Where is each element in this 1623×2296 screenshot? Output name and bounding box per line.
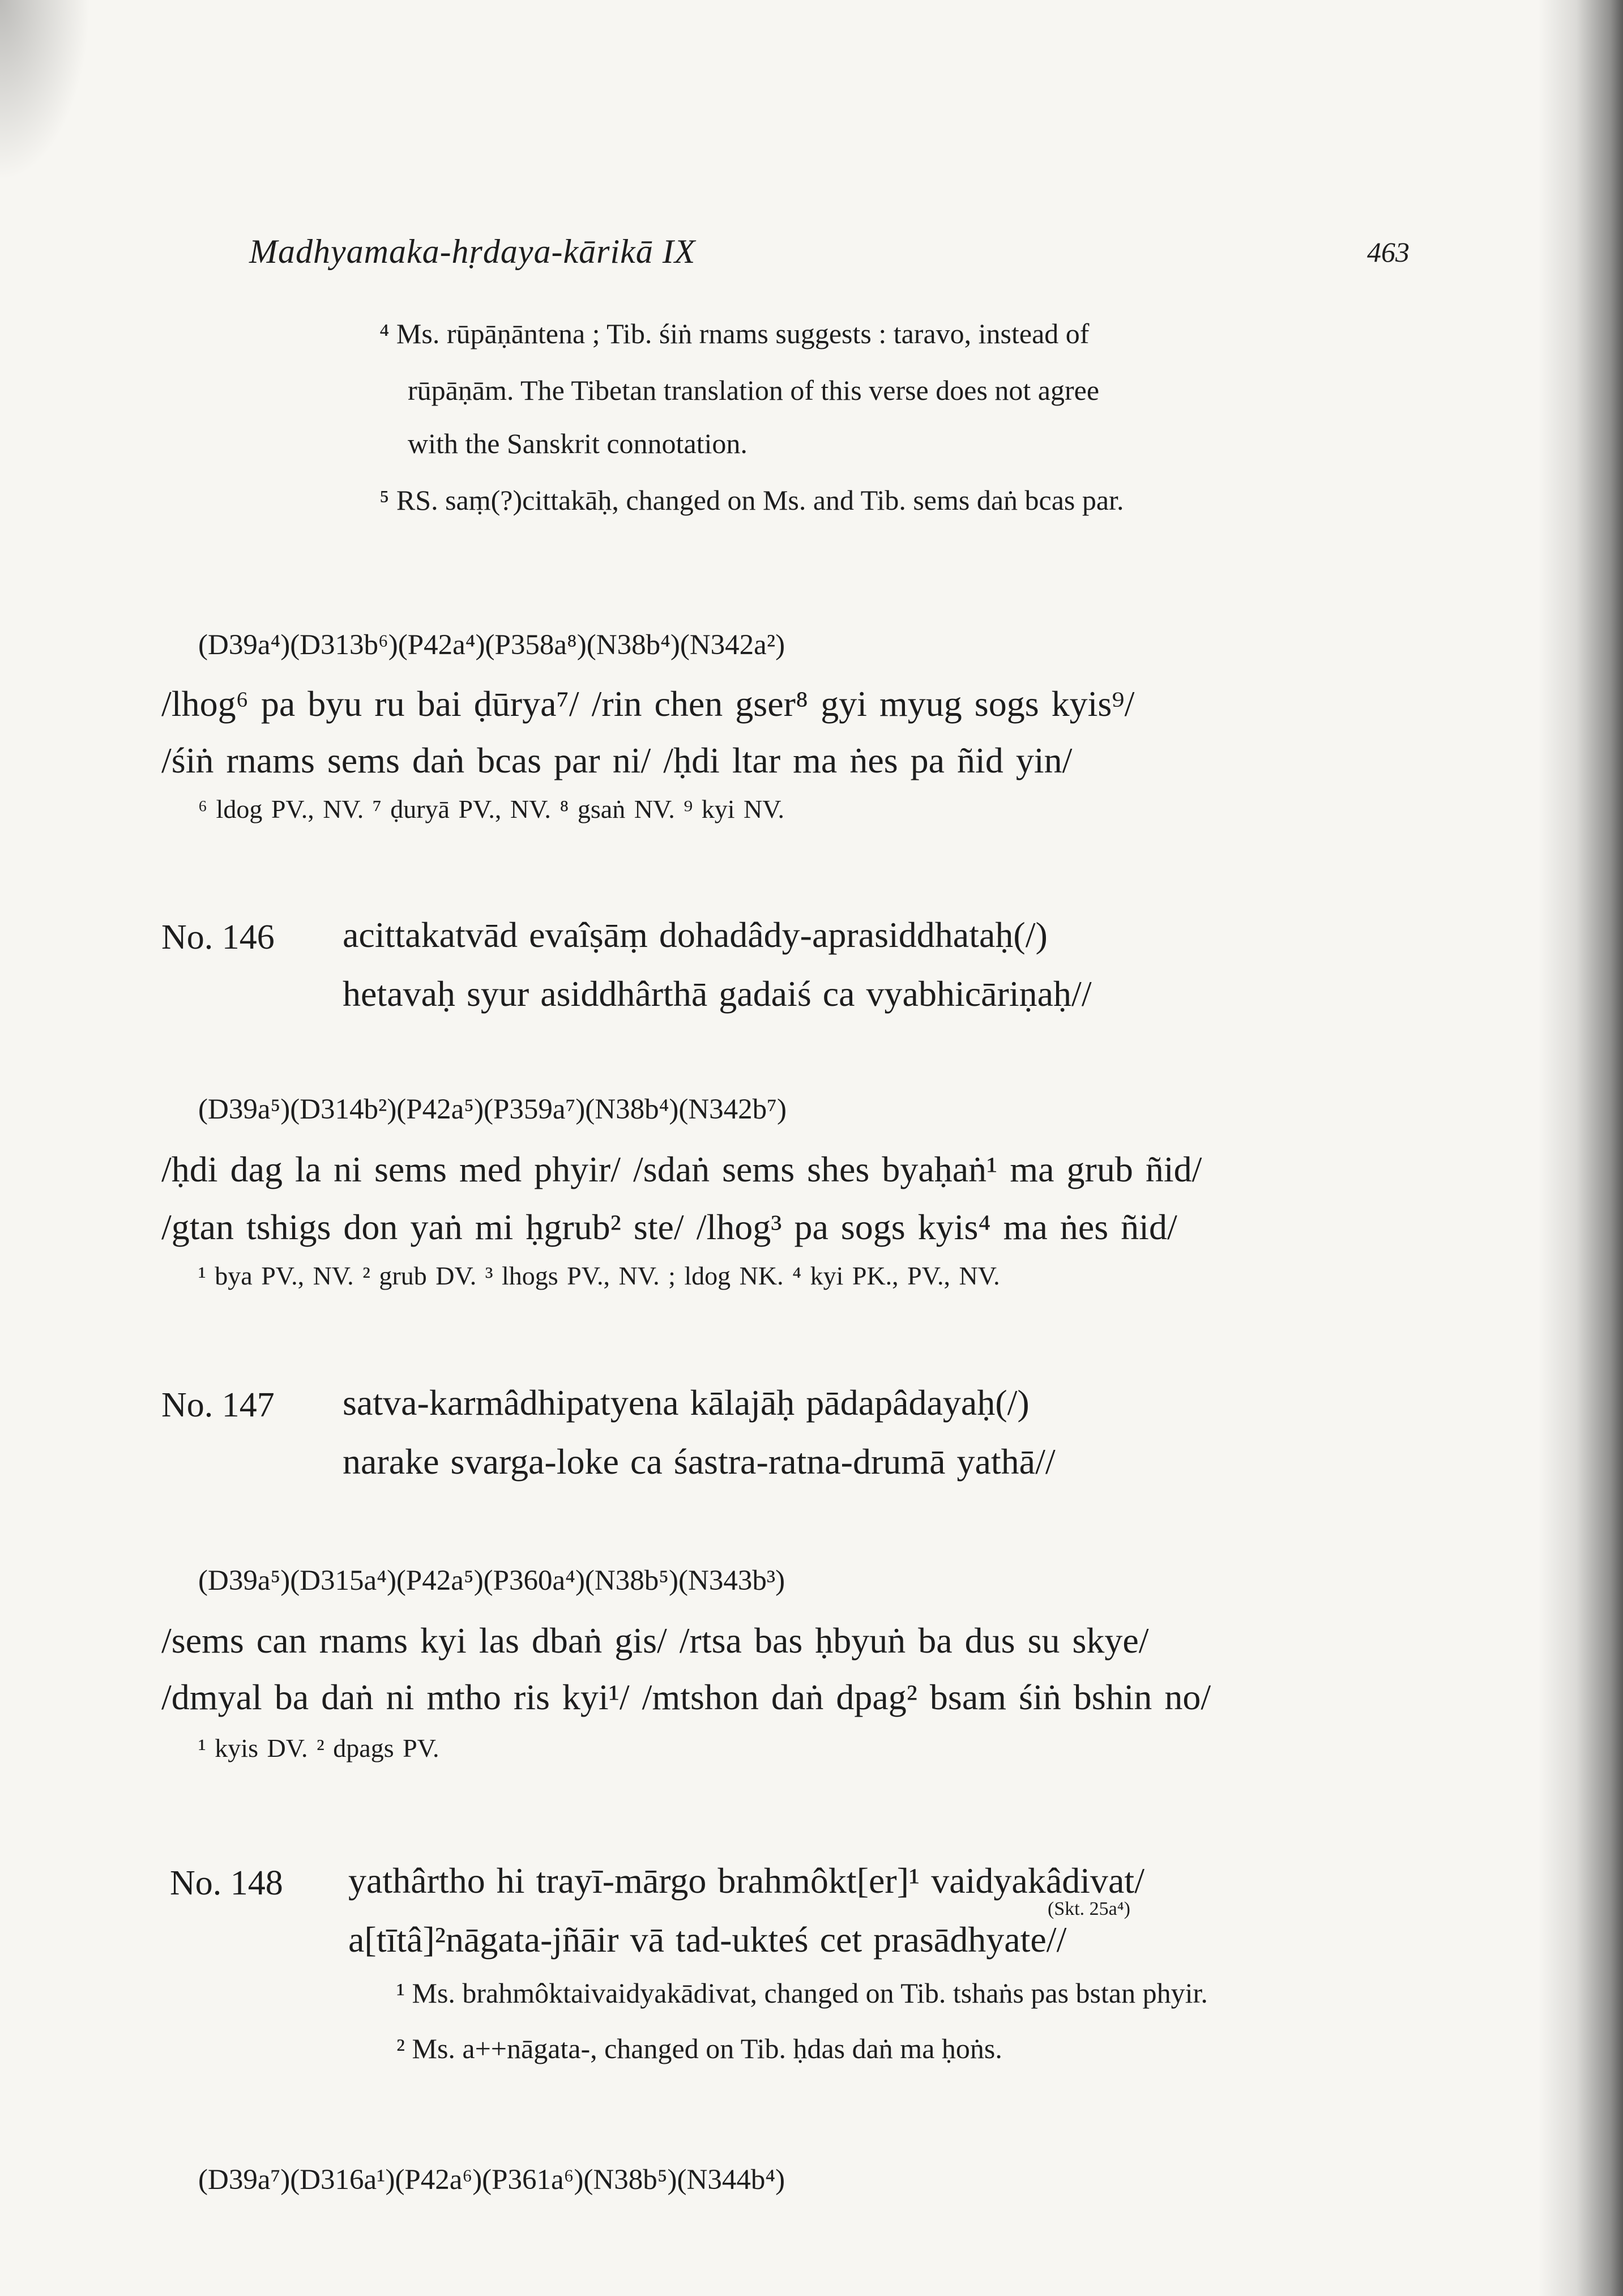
variant-notes: ¹ bya PV., NV. ² grub DV. ³ lhogs PV., NV. ; ldog NK. ⁴ kyi PK., PV., NV. [198, 1261, 1000, 1290]
scan-shadow-right [1538, 0, 1623, 2296]
scan-shadow-left [0, 0, 91, 181]
footnote-line: with the Sanskrit connotation. [408, 428, 748, 459]
sanskrit-verse-line: hetavaḥ syur asiddhârthā gadaiś ca vyabhicāriṇaḥ// [343, 974, 1092, 1014]
footnote-line: ¹ Ms. brahmôktaivaidyakādivat, changed on Tib. tshaṅs pas bstan phyir. [396, 1977, 1208, 2009]
sanskrit-verse-line: acittakatvād evaîṣāṃ dohadâdy-aprasiddhataḥ(/) [343, 915, 1048, 955]
tibetan-verse-line: /dmyal ba daṅ ni mtho ris kyi¹/ /mtshon daṅ dpag² bsam śiṅ bshin no/ [161, 1677, 1211, 1717]
footnote-line: rūpāṇām. The Tibetan translation of this verse does not agree [408, 374, 1100, 406]
sanskrit-verse-line: satva-karmâdhipatyena kālajāḥ pādapâdayaḥ(/) [343, 1382, 1030, 1423]
verse-number: No. 146 [161, 918, 275, 957]
sanskrit-manuscript-reference: (Skt. 25a⁴) [1048, 1898, 1130, 1919]
tibetan-source-reference: (D39a⁵)(D315a⁴)(P42a⁵)(P360a⁴)(N38b⁵)(N343b³) [198, 1565, 785, 1597]
variant-notes: ⁶ ldog PV., NV. ⁷ ḍuryā PV., NV. ⁸ gsaṅ NV. ⁹ kyi NV. [198, 795, 785, 823]
variant-notes: ¹ kyis DV. ² dpags PV. [198, 1734, 439, 1762]
tibetan-verse-line: /ḥdi dag la ni sems med phyir/ /sdaṅ sems shes byaḥaṅ¹ ma grub ñid/ [161, 1149, 1202, 1189]
tibetan-source-reference: (D39a⁴)(D313b⁶)(P42a⁴)(P358a⁸)(N38b⁴)(N342a²) [198, 629, 785, 661]
verse-number: No. 147 [161, 1386, 275, 1424]
tibetan-source-reference: (D39a⁷)(D316a¹)(P42a⁶)(P361a⁶)(N38b⁵)(N344b⁴) [198, 2164, 785, 2196]
tibetan-verse-line: /lhog⁶ pa byu ru bai ḍūrya⁷/ /rin chen gser⁸ gyi myug sogs kyis⁹/ [161, 684, 1135, 724]
sanskrit-verse-line: yathârtho hi trayī-mārgo brahmôkt[er]¹ vaidyakâdivat/ [348, 1860, 1144, 1901]
footnote-line: ⁵ RS. saṃ(?)cittakāḥ, changed on Ms. and Tib. sems daṅ bcas par. [379, 484, 1124, 516]
tibetan-verse-line: /sems can rnams kyi las dbaṅ gis/ /rtsa bas ḥbyuṅ ba dus su skye/ [161, 1620, 1149, 1661]
tibetan-source-reference: (D39a⁵)(D314b²)(P42a⁵)(P359a⁷)(N38b⁴)(N342b⁷) [198, 1094, 787, 1125]
running-title: Madhyamaka-hṛdaya-kārikā IX [249, 233, 696, 270]
tibetan-verse-line: /gtan tshigs don yaṅ mi ḥgrub² ste/ /lhog³ pa sogs kyis⁴ ma ṅes ñid/ [161, 1207, 1177, 1247]
sanskrit-verse-line: narake svarga-loke ca śastra-ratna-drumā yathā// [343, 1441, 1056, 1482]
verse-number: No. 148 [170, 1864, 283, 1902]
page-number: 463 [1367, 236, 1410, 268]
footnote-line: ⁴ Ms. rūpāṇāntena ; Tib. śiṅ rnams suggests : taravo, instead of [379, 318, 1090, 349]
tibetan-verse-line: /śiṅ rnams sems daṅ bcas par ni/ /ḥdi ltar ma ṅes pa ñid yin/ [161, 740, 1073, 780]
sanskrit-verse-line: a[tītâ]²nāgata-jñāir vā tad-ukteś cet prasādhyate// [348, 1919, 1067, 1960]
footnote-line: ² Ms. a++nāgata-, changed on Tib. ḥdas daṅ ma ḥoṅs. [396, 2033, 1002, 2064]
